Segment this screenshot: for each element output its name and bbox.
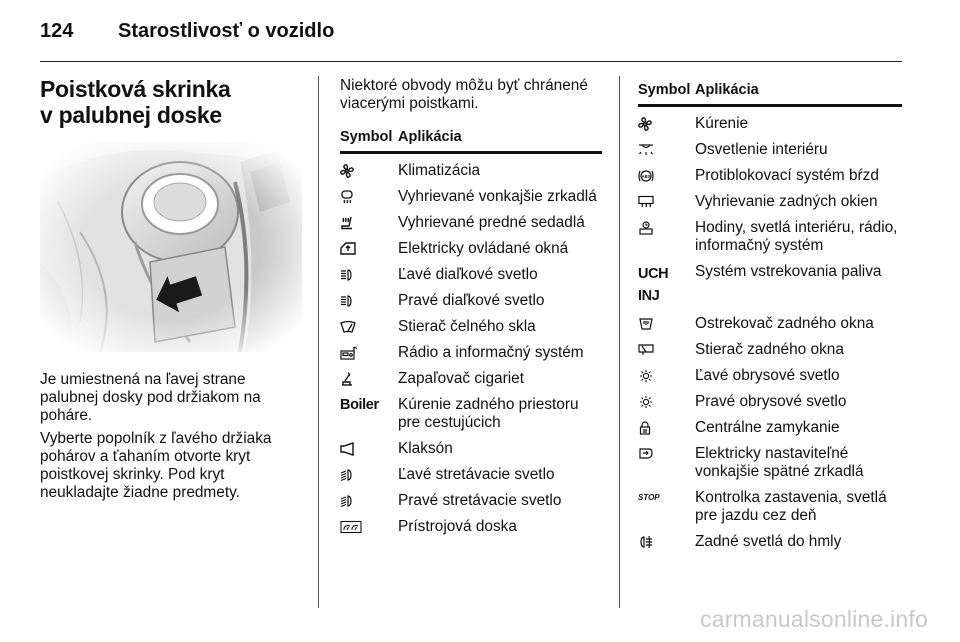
application-label: Vyhrievané predné sedadlá — [398, 214, 585, 231]
svg-text:ABS: ABS — [641, 174, 651, 179]
rear-washer-icon — [638, 315, 695, 333]
central-lock-icon — [638, 419, 695, 437]
application-label: Elektricky nastaviteľné vonkajšie spätné zrkadlá — [695, 445, 864, 480]
table-row — [340, 206, 602, 232]
application-label: Pravé stretávacie svetlo — [398, 492, 562, 509]
rear-fog-light-icon — [638, 533, 695, 551]
section-title-line1: Poistková skrinka — [40, 76, 231, 102]
abs-icon — [638, 167, 695, 185]
table-row — [340, 510, 602, 536]
running-title: Starostlivosť o vozidlo — [118, 20, 335, 42]
windshield-wiper-icon — [340, 318, 398, 336]
table-row — [638, 385, 902, 411]
table-row — [340, 284, 602, 310]
rear-wiper-icon — [638, 341, 695, 359]
clock-light-icon — [638, 219, 695, 237]
high-beam-left-icon — [340, 266, 398, 284]
application-label: Kúrenie — [695, 115, 749, 132]
page-number: 124 — [40, 20, 74, 42]
application-label: Ľavé diaľkové svetlo — [398, 266, 538, 283]
symbol-column-header: Symbol — [340, 129, 393, 145]
heated-mirror-icon — [340, 188, 398, 206]
climate-fan-icon — [340, 162, 398, 180]
application-label: Pravé diaľkové svetlo — [398, 292, 545, 309]
application-column-header: Aplikácia — [695, 82, 759, 98]
application-label: Ľavé obrysové svetlo — [695, 367, 840, 384]
application-label: Zadné svetlá do hmly — [695, 533, 842, 550]
cigarette-lighter-icon — [340, 370, 398, 388]
table-row — [638, 481, 902, 525]
application-label: Stierač čelného skla — [398, 318, 536, 335]
application-label: Ostrekovač zadného okna — [695, 315, 874, 332]
radio-icon — [340, 344, 398, 362]
location-paragraph: Je umiestnená na ľavej strane palubnej dosky pod držiakom na poháre. — [40, 371, 261, 424]
application-label: Pravé obrysové svetlo — [695, 393, 847, 410]
table-intro: Niektoré obvody môžu byť chránené viacerými poistkami. — [340, 77, 588, 112]
table-row — [340, 180, 602, 206]
instrument-panel-icon — [340, 518, 398, 536]
table-row — [340, 432, 602, 458]
table-row — [638, 185, 902, 211]
application-label: Osvetlenie interiéru — [695, 141, 828, 158]
table-row — [340, 258, 602, 284]
table-row — [638, 133, 902, 159]
application-label: Hodiny, svetlá interiéru, rádio, informačný systém — [695, 219, 898, 254]
column-divider — [318, 76, 319, 608]
power-mirror-icon — [638, 445, 695, 463]
application-label: Vyhrievané vonkajšie zrkadlá — [398, 188, 597, 205]
application-label: Protiblokovací systém bŕzd — [695, 167, 879, 184]
watermark: carmanualsonline.info — [700, 606, 928, 632]
application-label: Systém vstrekovania paliva — [695, 263, 882, 280]
application-label: Prístrojová doska — [398, 518, 517, 535]
application-label: Elektricky ovládané okná — [398, 240, 569, 257]
side-light-left-icon — [638, 367, 695, 385]
side-light-right-icon — [638, 393, 695, 411]
symbol-column-header: Symbol — [638, 82, 691, 98]
left-column — [40, 76, 305, 507]
application-column-header: Aplikácia — [398, 129, 462, 145]
table-row — [638, 525, 902, 551]
table-row — [638, 359, 902, 385]
table-row — [340, 458, 602, 484]
application-label: Centrálne zamykanie — [695, 419, 840, 436]
column-divider — [619, 76, 620, 608]
power-window-icon — [340, 240, 398, 258]
application-label: Stierač zadného okna — [695, 341, 844, 358]
low-beam-left-icon — [340, 466, 398, 484]
table-row — [340, 336, 602, 362]
symbol-text: UCH INJ — [638, 266, 669, 304]
table-row — [638, 411, 902, 437]
low-beam-right-icon — [340, 492, 398, 510]
table-header — [638, 77, 902, 107]
rear-defrost-icon — [638, 193, 695, 211]
heater-fan-icon — [638, 115, 695, 133]
heated-seat-icon — [340, 214, 398, 232]
table-row — [340, 484, 602, 510]
section-title — [40, 76, 305, 128]
symbol-text: STOP — [638, 493, 660, 502]
table-row — [638, 307, 902, 333]
section-title-line2: v palubnej doske — [40, 102, 222, 128]
application-label: Zapaľovač cigariet — [398, 370, 524, 387]
symbol-text: Boiler — [340, 397, 379, 413]
application-label: Ľavé stretávacie svetlo — [398, 466, 555, 483]
application-label: Kontrolka zastavenia, svetlá pre jazdu cez deň — [695, 489, 887, 524]
application-label: Kúrenie zadného priestoru pre cestujúcich — [398, 396, 579, 431]
table-row — [340, 154, 602, 180]
table-row — [638, 437, 902, 481]
interior-light-icon — [638, 141, 695, 159]
page-header — [40, 18, 902, 62]
high-beam-right-icon — [340, 292, 398, 310]
table-row — [340, 310, 602, 336]
application-label: Klaksón — [398, 440, 453, 457]
table-header — [340, 129, 602, 154]
table-row — [340, 232, 602, 258]
table-row — [340, 362, 602, 388]
table-row — [638, 107, 902, 133]
horn-icon — [340, 440, 398, 458]
fuse-box-photo — [40, 142, 302, 352]
table-row — [638, 211, 902, 255]
application-label: Rádio a informačný systém — [398, 344, 584, 361]
table-row — [638, 333, 902, 359]
instruction-paragraph: Vyberte popolník z ľavého držiaka pohárov a ťahaním otvorte kryt poistkovej skrinky. Pod kryt neukladajte žiadne predmety. — [40, 430, 272, 501]
middle-column — [340, 77, 602, 536]
application-label: Vyhrievanie zadných okien — [695, 193, 878, 210]
table-row — [638, 159, 902, 185]
application-label: Klimatizácia — [398, 162, 481, 179]
table-row — [340, 388, 602, 432]
table-row — [638, 255, 902, 307]
right-column — [638, 77, 902, 551]
